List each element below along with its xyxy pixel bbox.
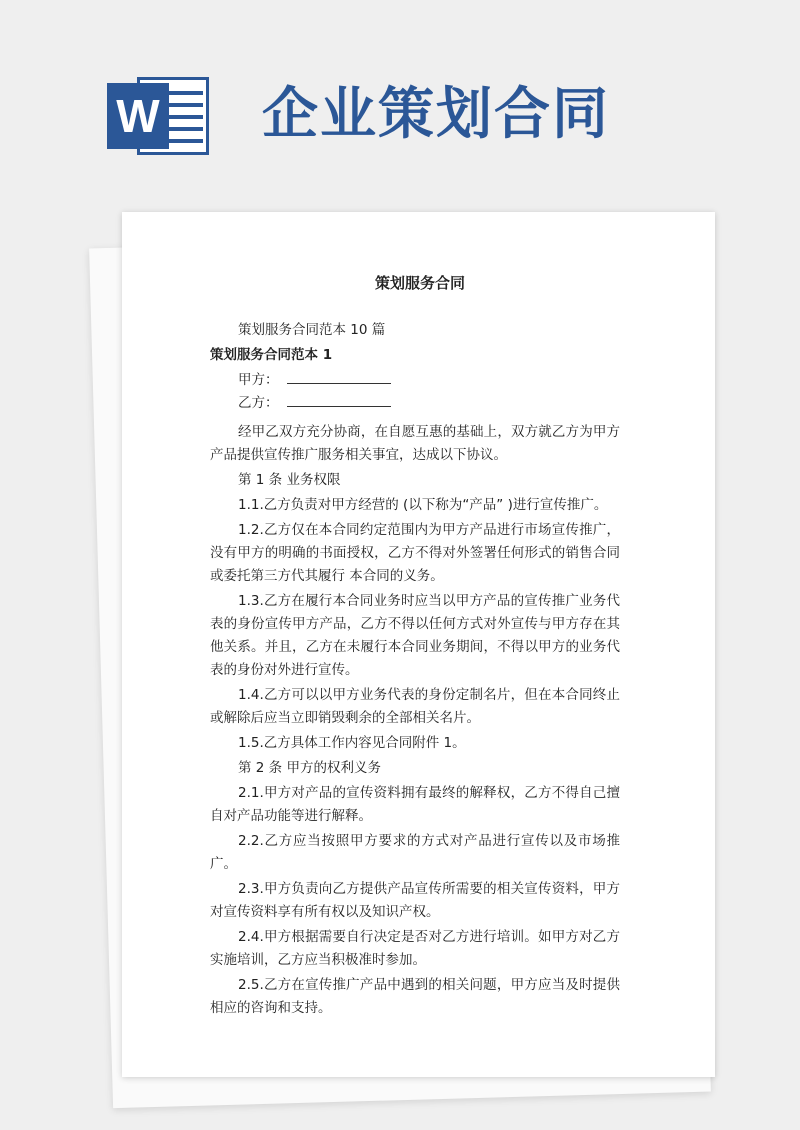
word-icon-line xyxy=(165,91,203,95)
party-b-label: 乙方： xyxy=(238,395,279,411)
paragraph: 1.1.乙方负责对甲方经营的 (以下称为“产品” )进行宣传推广。 xyxy=(238,497,608,513)
party-b-line xyxy=(210,392,620,415)
clause-heading: 第 1 条 业务权限 xyxy=(238,472,341,488)
clause-heading: 第 2 条 甲方的权利义务 xyxy=(238,760,381,776)
header xyxy=(0,0,800,200)
word-icon-line xyxy=(165,127,203,131)
page-title: 企业策划合同 xyxy=(262,81,610,147)
section-heading: 策划服务合同范本 1 xyxy=(210,347,333,363)
document-title: 策划服务合同 xyxy=(374,274,465,292)
paragraph: 1.5.乙方具体工作内容见合同附件 1。 xyxy=(238,735,466,751)
paragraph: 2.1.甲方对产品的宣传资料拥有最终的解释权，乙方不得自己擅自对产品功能等进行解释。 xyxy=(210,785,620,824)
paragraph: 2.4.甲方根据需要自行决定是否对乙方进行培训。如甲方对乙方实施培训，乙方应当积极准时参加。 xyxy=(210,929,620,968)
paragraph: 1.2.乙方仅在本合同约定范围内为甲方产品进行市场宣传推广，没有甲方的明确的书面授权，乙方不得对外签署任何形式的销售合同或委托第三方代其履行 本合同的义务。 xyxy=(210,522,620,584)
document-page xyxy=(122,212,715,1077)
party-a-line xyxy=(210,369,620,392)
party-b-blank xyxy=(287,392,391,407)
word-icon-line xyxy=(165,103,203,107)
word-icon-line xyxy=(165,139,203,143)
paragraph: 2.2.乙方应当按照甲方要求的方式对产品进行宣传以及市场推广。 xyxy=(210,833,620,872)
party-a-blank xyxy=(287,369,391,384)
word-icon-line xyxy=(165,115,203,119)
paragraph: 2.5.乙方在宣传推广产品中遇到的相关问题，甲方应当及时提供相应的咨询和支持。 xyxy=(210,977,620,1016)
word-document-icon xyxy=(107,77,213,155)
paragraph: 2.3.甲方负责向乙方提供产品宣传所需要的相关宣传资料，甲方对宣传资料享有所有权以及知识产权。 xyxy=(210,881,620,920)
paragraph: 1.4.乙方可以以甲方业务代表的身份定制名片，但在本合同终止或解除后应当立即销毁剩余的全部相关名片。 xyxy=(210,687,620,726)
paragraph: 1.3.乙方在履行本合同业务时应当以甲方产品的宣传推广业务代表的身份宣传甲方产品，乙方不得以任何方式对外宣传与甲方存在其他关系。并且，乙方在未履行本合同业务期间，不得以甲方的业务代表的身份对外进行宣传。 xyxy=(210,593,620,678)
word-icon-letter: W xyxy=(107,83,169,149)
paragraph: 经甲乙双方充分协商，在自愿互惠的基础上，双方就乙方为甲方产品提供宣传推广服务相关事宜，达成以下协议。 xyxy=(210,424,620,463)
document-body xyxy=(210,272,620,1022)
party-a-label: 甲方： xyxy=(238,372,279,388)
subtitle: 策划服务合同范本 10 篇 xyxy=(238,322,386,338)
